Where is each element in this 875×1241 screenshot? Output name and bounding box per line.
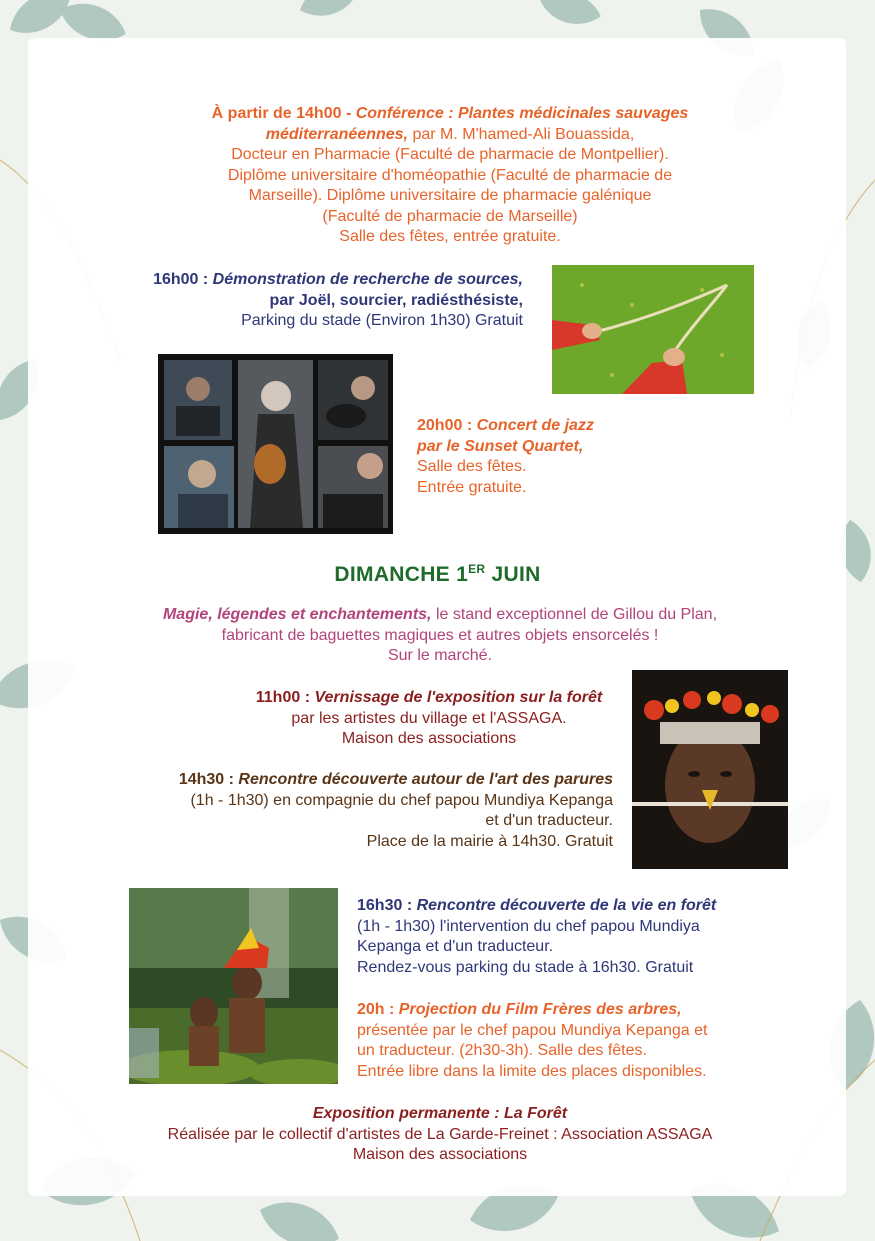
- parures-block: [120, 770, 613, 852]
- sourcier-time: 16h00 :: [153, 271, 213, 288]
- film-block: [357, 1000, 797, 1082]
- magie-line-1-rest: le stand exceptionnel de Gillou du Plan,: [431, 606, 718, 623]
- foret-line-4: Rendez-vous parking du stade à 16h30. Gratuit: [357, 958, 694, 976]
- film-title: Projection du Film Frères des arbres,: [398, 1001, 682, 1018]
- sourcier-line-2: par Joël, sourcier, radiésthésiste,: [269, 291, 523, 309]
- magie-line-2: fabricant de baguettes magiques et autres objets ensorcelés !: [221, 626, 659, 644]
- magie-title: Magie, légendes et enchantements,: [162, 606, 432, 623]
- conference-block: [100, 104, 800, 248]
- dowsing-photo: [552, 265, 754, 394]
- jazz-line-3: Salle des fêtes.: [417, 458, 527, 475]
- conference-title-a: Conférence : Plantes médicinales sauvages: [355, 105, 689, 122]
- parures-line-4: Place de la mairie à 14h30. Gratuit: [366, 832, 613, 850]
- vernissage-time: 11h00 :: [255, 689, 315, 706]
- parures-title: Rencontre découverte autour de l'art des parures: [238, 771, 613, 788]
- magie-line-3: Sur le marché.: [387, 647, 493, 664]
- sourcier-title: Démonstration de recherche de sources,: [212, 271, 523, 288]
- film-line-3: un traducteur. (2h30-3h). Salle des fêtes.: [357, 1042, 647, 1059]
- vernissage-line-2: par les artistes du village et l'ASSAGA.: [291, 709, 567, 727]
- conference-separator: -: [341, 105, 356, 122]
- conference-line-5: Marseille). Diplôme universitaire de pharmacie galénique: [248, 187, 652, 204]
- vernissage-block: [230, 688, 628, 750]
- conference-line-4: Diplôme universitaire d'homéopathie (Faculté de pharmacie de: [227, 166, 673, 184]
- jazz-quartet-photo: [158, 354, 393, 534]
- film-line-4: Entrée libre dans la limite des places disponibles.: [357, 1062, 707, 1080]
- expo-title: Exposition permanente : La Forêt: [312, 1105, 568, 1122]
- conference-line-6: (Faculté de pharmacie de Marseille): [322, 207, 578, 225]
- foret-title: Rencontre découverte de la vie en forêt: [416, 897, 717, 914]
- conference-title-b: méditerranéennes,: [265, 125, 408, 143]
- jazz-time: 20h00 :: [417, 417, 477, 434]
- jazz-title: Concert de jazz: [476, 417, 594, 434]
- sourcier-line-3: Parking du stade (Environ 1h30) Gratuit: [241, 312, 523, 329]
- parures-line-2: (1h - 1h30) en compagnie du chef papou Mundiya Kepanga: [190, 791, 613, 809]
- jazz-line-4: Entrée gratuite.: [417, 478, 527, 496]
- conference-line-7: Salle des fêtes, entrée gratuite.: [339, 228, 561, 245]
- foret-time: 16h30 :: [357, 897, 417, 914]
- sunday-heading-a: DIMANCHE 1: [334, 563, 469, 586]
- sunday-heading-b: JUIN: [485, 563, 541, 586]
- expo-line-2: Réalisée par le collectif d'artistes de La Garde-Freinet : Association ASSAGA: [167, 1125, 713, 1143]
- vernissage-line-3: Maison des associations: [341, 730, 517, 747]
- foret-line-3: Kepanga et d'un traducteur.: [357, 938, 554, 955]
- film-line-2: présentée par le chef papou Mundiya Kepanga et: [357, 1021, 708, 1039]
- conference-line-3: Docteur en Pharmacie (Faculté de pharmacie de Montpellier).: [231, 146, 669, 163]
- foret-line-2: (1h - 1h30) l'intervention du chef papou Mundiya: [357, 917, 700, 935]
- parures-line-3: et d'un traducteur.: [485, 812, 613, 829]
- parures-time: 14h30 :: [178, 771, 239, 788]
- expo-line-3: Maison des associations: [352, 1146, 528, 1163]
- sunday-heading: [0, 562, 875, 587]
- forest-chief-photo: [129, 888, 338, 1084]
- papuan-chief-portrait: [632, 670, 788, 869]
- jazz-block: [417, 416, 717, 498]
- film-time: 20h :: [357, 1001, 399, 1018]
- foret-block: [357, 896, 797, 978]
- expo-block: [90, 1104, 790, 1166]
- sunday-heading-sup: ER: [468, 562, 486, 576]
- conference-speaker: par M. M'hamed-Ali Bouassida,: [408, 125, 635, 143]
- jazz-line-2: par le Sunset Quartet,: [417, 437, 584, 455]
- conference-time: À partir de 14h00: [211, 105, 342, 122]
- vernissage-title: Vernissage de l'exposition sur la forêt: [314, 689, 603, 706]
- sourcier-block: [100, 270, 523, 332]
- magie-block: [90, 605, 790, 667]
